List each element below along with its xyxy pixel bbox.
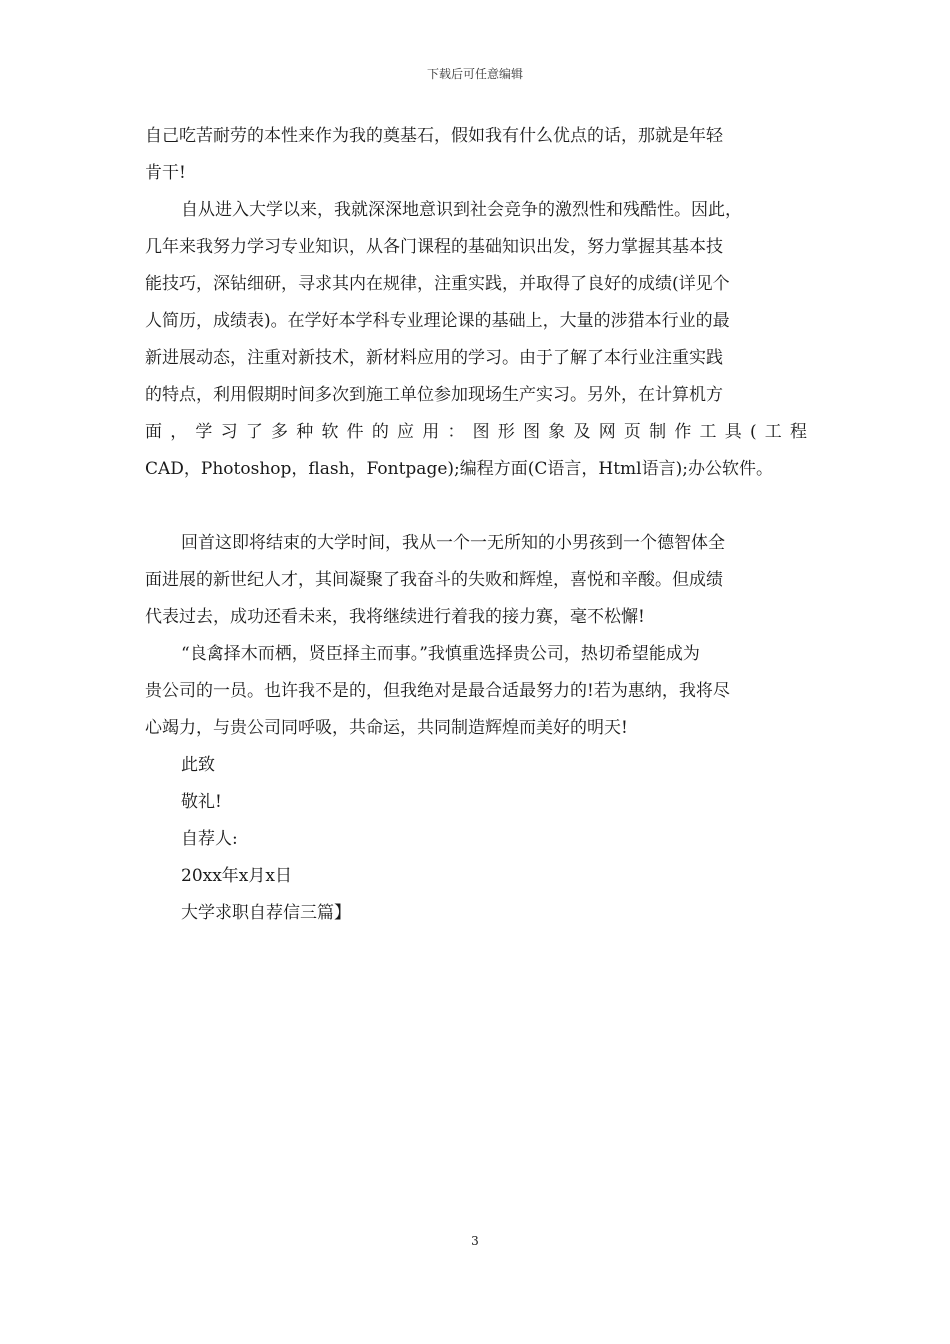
text-line: “良禽择木而栖，贤臣择主而事。”我慎重选择贵公司，热切希望能成为: [181, 644, 700, 664]
text-line: 自从进入大学以来，我就深深地意识到社会竞争的激烈性和残酷性。因此，: [181, 200, 742, 220]
page-number: 3: [471, 1234, 479, 1248]
closing-block: [145, 747, 807, 932]
text-line: 能技巧，深钻细研，寻求其内在规律，注重实践，并取得了良好的成绩(详见个: [145, 274, 730, 294]
text-line: 自己吃苦耐劳的本性来作为我的奠基石，假如我有什么优点的话，那就是年轻: [145, 126, 723, 146]
text-line: 人简历，成绩表)。在学好本学科专业理论课的基础上，大量的涉猎本行业的最: [145, 311, 730, 331]
regards: 敬礼!: [181, 792, 222, 812]
signer-label: 自荐人:: [181, 829, 238, 849]
salutation: 此致: [181, 755, 215, 775]
page-header: 下载后可任意编辑: [426, 67, 523, 81]
paragraph-1: [145, 118, 807, 192]
text-line: 代表过去，成功还看未来，我将继续进行着我的接力赛，毫不松懈!: [145, 607, 645, 627]
text-line: 面，学习了多种软件的应用：图形图象及网页制作工具(工程: [145, 422, 807, 442]
text-line: 心竭力，与贵公司同呼吸，共命运，共同制造辉煌而美好的明天!: [145, 718, 628, 738]
paragraph-spacer: [145, 488, 807, 525]
document-body: [145, 118, 807, 932]
letter-date: 20xx年x月x日: [181, 866, 292, 886]
text-line: CAD，Photoshop，flash，Fontpage);编程方面(C语言，Html语言);办公软件。: [145, 459, 773, 479]
paragraph-2: [145, 192, 807, 488]
text-line: 贵公司的一员。也许我不是的，但我绝对是最合适最努力的!若为惠纳，我将尽: [145, 681, 730, 701]
text-line: 面进展的新世纪人才，其间凝聚了我奋斗的失败和辉煌，喜悦和辛酸。但成绩: [145, 570, 723, 590]
text-line: 肯干!: [145, 163, 186, 183]
paragraph-3: [145, 525, 807, 636]
text-line: 的特点，利用假期时间多次到施工单位参加现场生产实习。另外，在计算机方: [145, 385, 723, 405]
text-line: 几年来我努力学习专业知识，从各门课程的基础知识出发，努力掌握其基本技: [145, 237, 723, 257]
text-line: 回首这即将结束的大学时间，我从一个一无所知的小男孩到一个德智体全: [181, 533, 725, 553]
next-section-title: 大学求职自荐信三篇】: [181, 903, 351, 923]
text-line: 新进展动态，注重对新技术，新材料应用的学习。由于了解了本行业注重实践: [145, 348, 723, 368]
paragraph-4: [145, 636, 807, 747]
